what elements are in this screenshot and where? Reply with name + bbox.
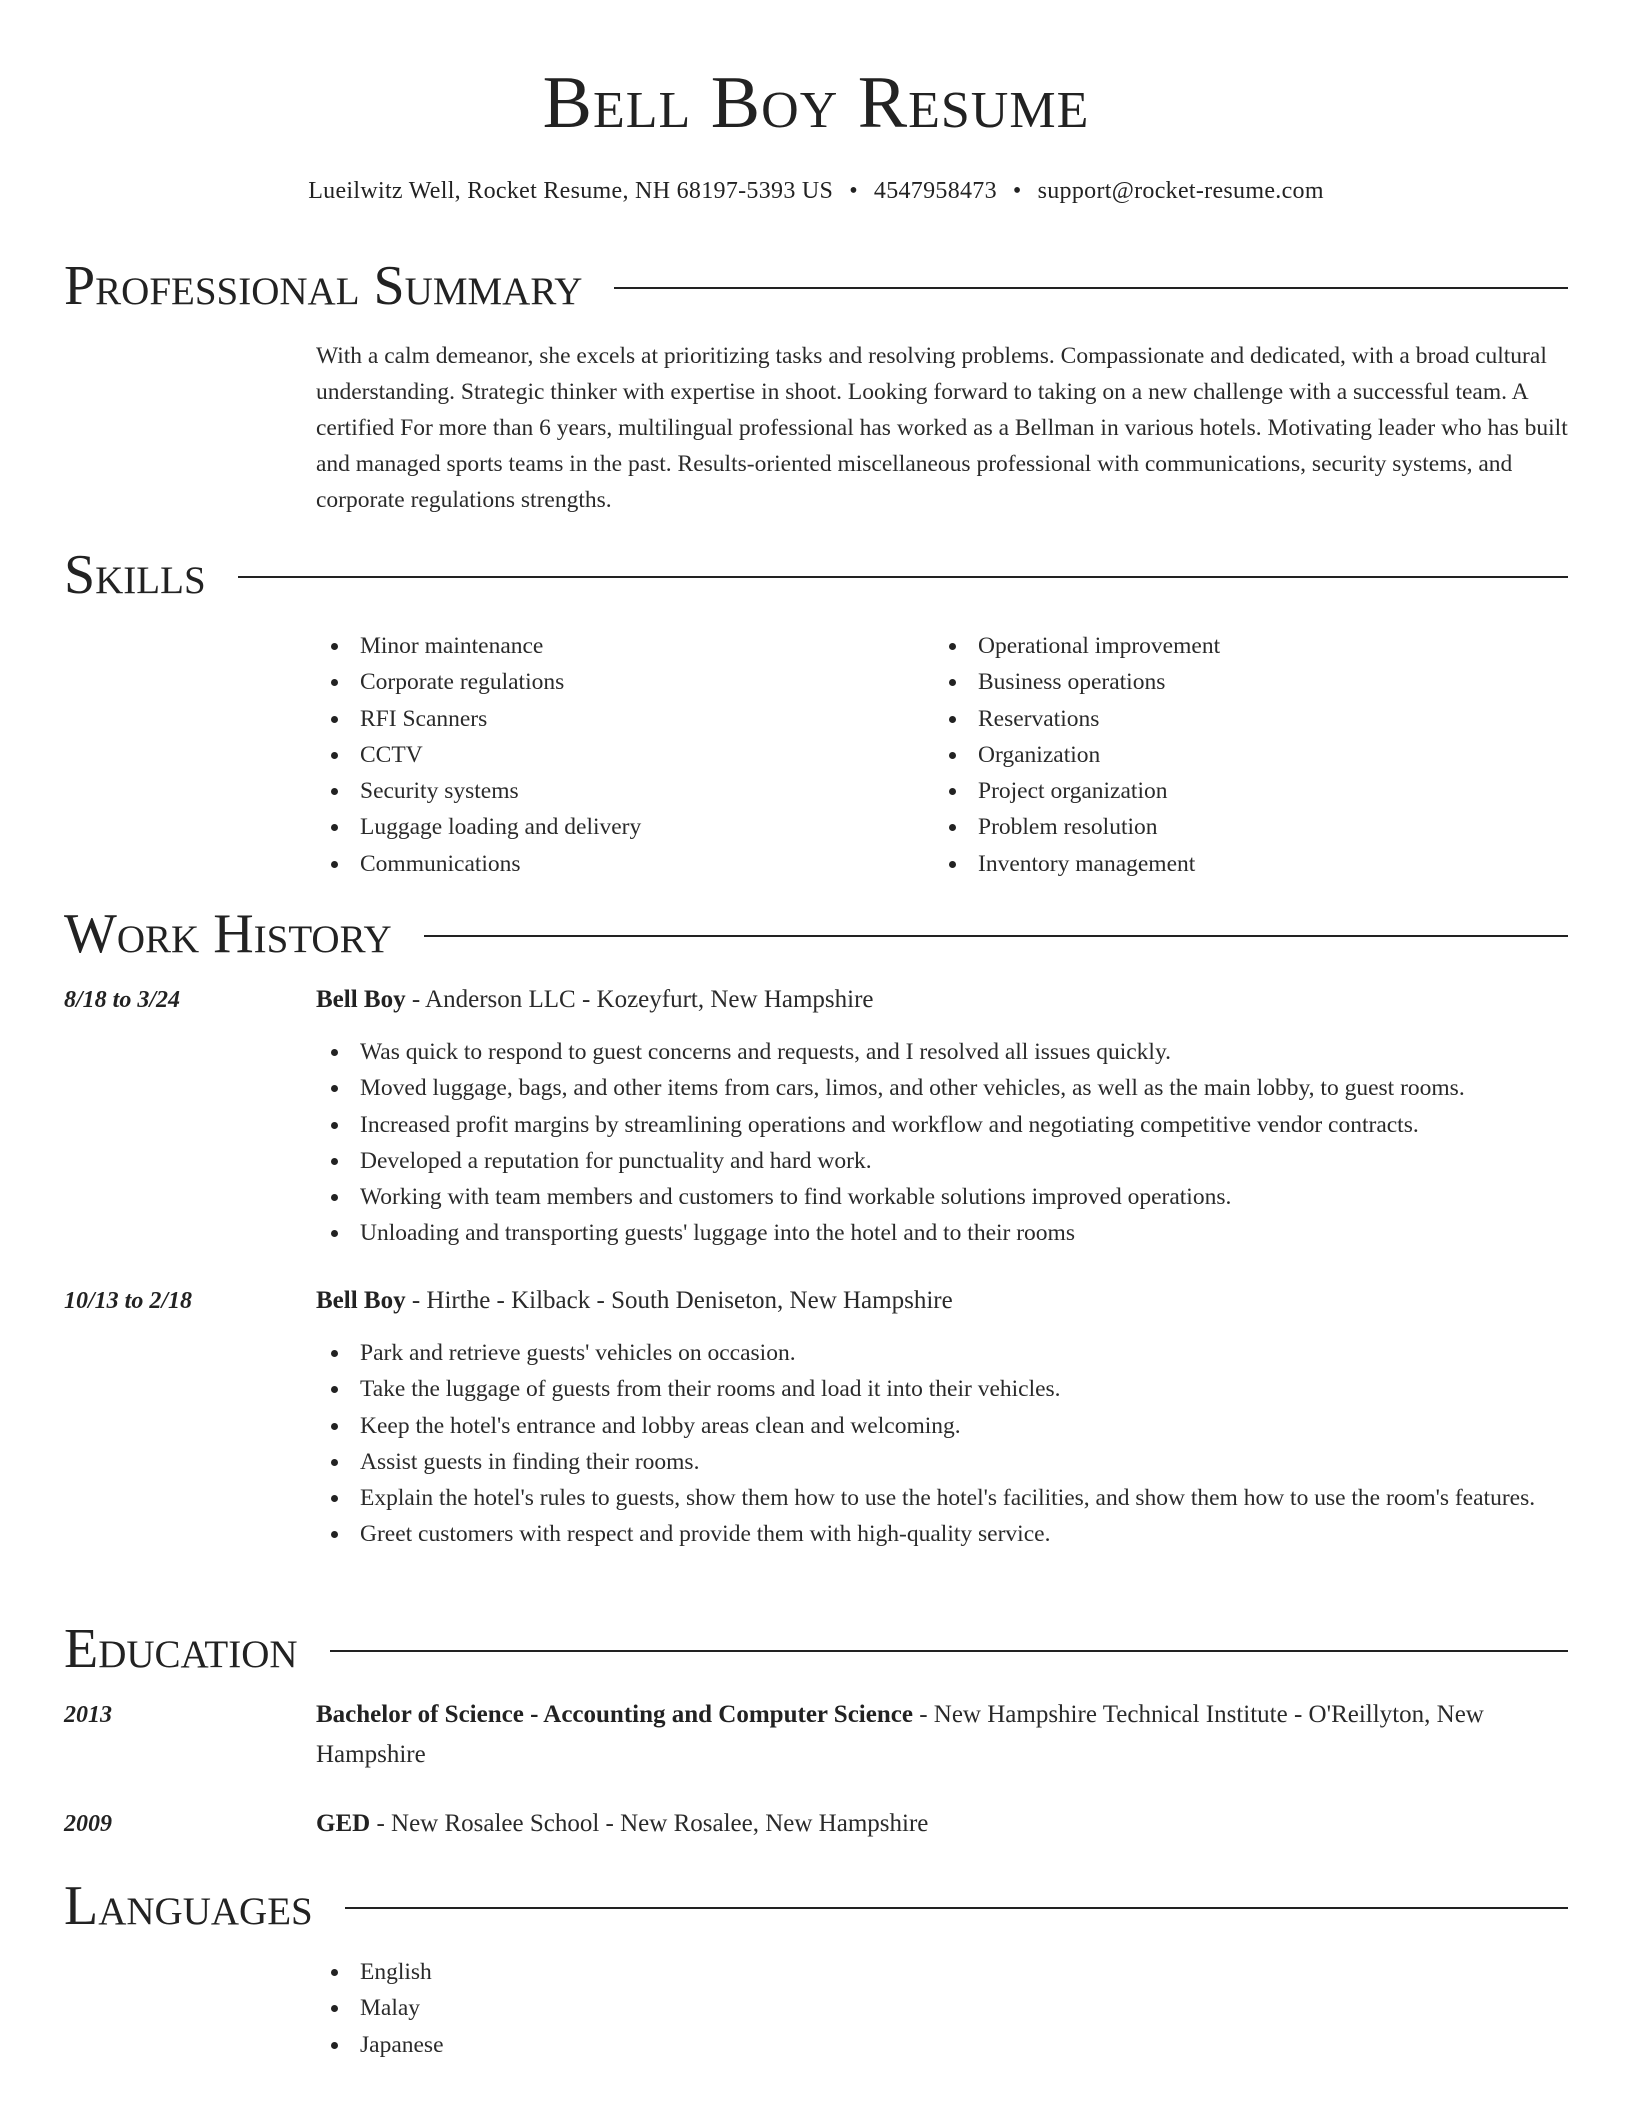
job-dates: 10/13 to 2/18 xyxy=(64,1288,193,1314)
job-duty-item: Unloading and transporting guests' luggage into the hotel and to their rooms xyxy=(316,1215,1568,1251)
section-title-skills: Skills xyxy=(64,544,206,606)
section-divider xyxy=(424,935,1568,937)
job-employer: - Anderson LLC - Kozeyfurt, New Hampshire xyxy=(405,986,874,1013)
skill-item: Minor maintenance xyxy=(316,628,934,664)
languages-list xyxy=(316,1954,1568,2063)
job-duty-item: Explain the hotel's rules to guests, show them how to use the hotel's facilities, and show them how to use the room's features. xyxy=(316,1480,1568,1516)
contact-separator: • xyxy=(1012,178,1022,204)
education-year: 2009 xyxy=(64,1811,112,1837)
skill-item: RFI Scanners xyxy=(316,701,934,737)
job-duty-item: Developed a reputation for punctuality and hard work. xyxy=(316,1143,1568,1179)
skill-item: Business operations xyxy=(934,664,1552,700)
skills-list xyxy=(316,628,1568,882)
job-duty-item: Working with team members and customers to find workable solutions improved operations. xyxy=(316,1179,1568,1215)
job-duty-item: Assist guests in finding their rooms. xyxy=(316,1444,1568,1480)
skill-item: Corporate regulations xyxy=(316,664,934,700)
section-header-summary xyxy=(64,254,1568,318)
education-entry xyxy=(316,1695,1568,1775)
section-divider xyxy=(330,1650,1568,1652)
contact-address: Lueilwitz Well, Rocket Resume, NH 68197-5393 US xyxy=(308,178,834,204)
section-header-skills xyxy=(64,543,1568,607)
job-duty-item: Keep the hotel's entrance and lobby areas clean and welcoming. xyxy=(316,1408,1568,1444)
contact-separator: • xyxy=(849,178,858,204)
section-divider xyxy=(345,1907,1568,1909)
section-title-languages: Languages xyxy=(64,1875,313,1937)
section-divider xyxy=(238,576,1568,578)
skill-item: CCTV xyxy=(316,737,934,773)
education-degree: GED xyxy=(316,1810,371,1837)
job-duty-item: Greet customers with respect and provide them with high-quality service. xyxy=(316,1516,1568,1552)
section-header-work xyxy=(64,902,1568,966)
skill-item: Operational improvement xyxy=(934,628,1552,664)
skill-item: Luggage loading and delivery xyxy=(316,809,934,845)
section-header-education xyxy=(64,1617,1568,1681)
job-dates: 8/18 to 3/24 xyxy=(64,987,181,1013)
job-duties xyxy=(316,1034,1568,1252)
education-school: - New Hampshire Technical Institute - O'Reillyton, New Hampshire xyxy=(316,1701,1484,1768)
job-duty-item: Moved luggage, bags, and other items from cars, limos, and other vehicles, as well as the main lobby, to guest rooms. xyxy=(316,1070,1568,1106)
job-title-line xyxy=(316,1281,1568,1321)
job-duty-item: Was quick to respond to guest concerns and requests, and I resolved all issues quickly. xyxy=(316,1034,1568,1070)
section-divider xyxy=(614,287,1568,289)
section-title-summary: Professional Summary xyxy=(64,255,583,317)
contact-email: support@rocket-resume.com xyxy=(1037,178,1324,204)
job-employer: - Hirthe - Kilback - South Deniseton, New Hampshire xyxy=(405,1287,953,1314)
resume-title: Bell Boy Resume xyxy=(542,62,1090,144)
section-title-education: Education xyxy=(64,1618,298,1680)
skills-column-right xyxy=(934,628,1552,882)
education-entry xyxy=(316,1804,1568,1844)
skill-item: Reservations xyxy=(934,701,1552,737)
job-title-line xyxy=(316,980,1568,1020)
job-title: Bell Boy xyxy=(316,1287,406,1314)
contact-line xyxy=(0,174,1632,208)
skill-item: Project organization xyxy=(934,773,1552,809)
language-item: English xyxy=(316,1954,1568,1990)
section-title-work: Work History xyxy=(64,903,392,965)
skill-item: Organization xyxy=(934,737,1552,773)
language-item: Malay xyxy=(316,1990,1568,2026)
language-item: Japanese xyxy=(316,2027,1568,2063)
job-duty-item: Take the luggage of guests from their rooms and load it into their vehicles. xyxy=(316,1371,1568,1407)
job-duty-item: Park and retrieve guests' vehicles on occasion. xyxy=(316,1335,1568,1371)
summary-text: With a calm demeanor, she excels at prioritizing tasks and resolving problems. Compassionate and dedicated, with a broad cultural understanding. Strategic thinker with expertise in shoot. Looking forward to taking on a new challenge with a successful team. A certified For more than 6 years, multilingual professional has worked as a Bellman in various hotels. Motivating leader who has built and managed sports teams in the past. Results-oriented miscellaneous professional with communications, security systems, and corporate regulations strengths. xyxy=(316,343,1568,513)
education-degree: Bachelor of Science - Accounting and Computer Science xyxy=(316,1701,913,1728)
skill-item: Problem resolution xyxy=(934,809,1552,845)
job-duties xyxy=(316,1335,1568,1553)
job-duty-item: Increased profit margins by streamlining operations and workflow and negotiating competitive vendor contracts. xyxy=(316,1107,1568,1143)
skill-item: Inventory management xyxy=(934,846,1552,882)
contact-phone: 4547958473 xyxy=(873,178,997,204)
section-header-languages xyxy=(64,1874,1568,1938)
education-year: 2013 xyxy=(64,1702,112,1728)
skills-column-left xyxy=(316,628,934,882)
job-title: Bell Boy xyxy=(316,986,406,1013)
education-school: - New Rosalee School - New Rosalee, New Hampshire xyxy=(370,1810,929,1837)
skill-item: Communications xyxy=(316,846,934,882)
skill-item: Security systems xyxy=(316,773,934,809)
